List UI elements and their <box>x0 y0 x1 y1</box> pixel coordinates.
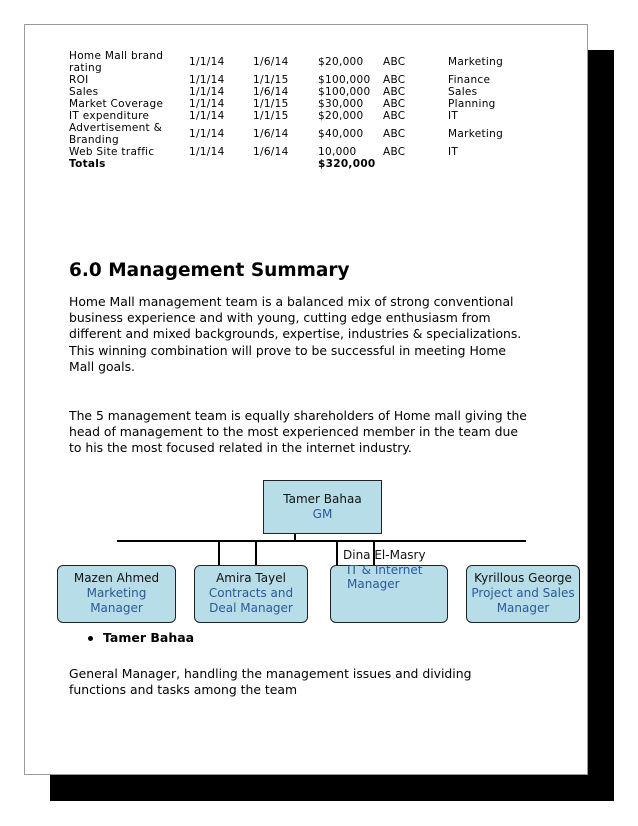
org-member-name: Dina El-Masry <box>343 548 426 562</box>
table-cell-start: 1/1/14 <box>189 128 225 140</box>
table-cell-start: 1/1/14 <box>189 98 225 110</box>
table-cell-item: Home Mall brand rating <box>69 50 164 74</box>
totals-label: Totals <box>69 158 106 170</box>
org-member-name: Amira Tayel <box>216 571 286 585</box>
table-row <box>69 146 539 158</box>
table-cell-end: 1/6/14 <box>253 56 289 68</box>
table-row <box>69 74 539 86</box>
org-member-role: Marketing Manager <box>86 586 147 615</box>
connector-horizontal <box>117 540 526 542</box>
table-cell-manager: ABC <box>383 110 406 122</box>
org-member-name: Kyrillous George <box>474 571 572 585</box>
org-box-member <box>194 565 308 623</box>
table-row <box>69 110 539 122</box>
table-cell-budget: $40,000 <box>318 128 364 140</box>
table-cell-start: 1/1/14 <box>189 56 225 68</box>
table-cell-manager: ABC <box>383 128 406 140</box>
bullet-item <box>88 630 194 645</box>
table-cell-item: Web Site traffic <box>69 146 155 158</box>
org-member-role: IT & Internet Manager <box>347 562 423 591</box>
table-cell-end: 1/6/14 <box>253 86 289 98</box>
table-row <box>69 98 539 110</box>
table-cell-manager: ABC <box>383 146 406 158</box>
org-member-dina-label <box>343 548 443 592</box>
table-cell-start: 1/1/14 <box>189 74 225 86</box>
table-cell-budget: $100,000 <box>318 74 371 86</box>
table-cell-department: Marketing <box>448 56 504 68</box>
table-cell-empty <box>253 158 318 170</box>
table-cell-empty <box>448 158 539 170</box>
table-cell-budget: $20,000 <box>318 56 364 68</box>
table-row <box>69 86 539 98</box>
table-cell-manager: ABC <box>383 56 406 68</box>
table-cell-end: 1/1/15 <box>253 98 289 110</box>
table-cell-empty <box>189 158 253 170</box>
org-box-member <box>57 565 176 623</box>
paragraph-team-overview: Home Mall management team is a balanced mix of strong conventional business experience and with young, cutting edge enthusiasm from different and mixed backgrounds, expertise, industries & specializations. This winning combination will prove to be successful in meeting Home Mall goals. <box>69 294 522 374</box>
table-cell-empty <box>383 158 448 170</box>
bullet-icon <box>88 636 93 641</box>
table-cell-end: 1/6/14 <box>253 128 289 140</box>
org-member-name: Mazen Ahmed <box>73 571 160 585</box>
table-cell-end: 1/1/15 <box>253 110 289 122</box>
table-cell-end: 1/6/14 <box>253 146 289 158</box>
table-cell-item: ROI <box>69 74 89 86</box>
totals-value: $320,000 <box>318 158 376 170</box>
table-totals-row <box>69 158 539 170</box>
connector-drop <box>255 540 257 566</box>
table-cell-manager: ABC <box>383 98 406 110</box>
table-cell-start: 1/1/14 <box>189 110 225 122</box>
paragraph-shareholders: The 5 management team is equally shareholders of Home mall giving the head of management to the most experienced member in the team due to his the most focused related in the internet industry. <box>69 408 527 456</box>
table-cell-start: 1/1/14 <box>189 146 225 158</box>
table-cell-budget: $30,000 <box>318 98 364 110</box>
table-cell-budget: $20,000 <box>318 110 364 122</box>
section-heading: 6.0 Management Summary <box>69 260 350 281</box>
table-cell-manager: ABC <box>383 74 406 86</box>
org-member-role: Project and Sales Manager <box>471 586 575 615</box>
table-cell-budget: $100,000 <box>318 86 371 98</box>
org-head-role: GM <box>312 507 333 521</box>
table-cell-department: IT <box>448 110 459 122</box>
table-cell-item: IT expenditure <box>69 110 150 122</box>
org-member-role: Contracts and Deal Manager <box>208 586 294 615</box>
table-cell-item: Sales <box>69 86 99 98</box>
budget-table <box>69 50 539 170</box>
table-cell-department: IT <box>448 146 459 158</box>
org-head-name: Tamer Bahaa <box>283 492 362 506</box>
org-box-member <box>466 565 580 623</box>
table-cell-end: 1/1/15 <box>253 74 289 86</box>
table-cell-item: Advertisement & Branding <box>69 122 163 146</box>
table-cell-start: 1/1/14 <box>189 86 225 98</box>
table-cell-item: Market Coverage <box>69 98 164 110</box>
bullet-heading: Tamer Bahaa <box>103 630 195 645</box>
org-box-head <box>263 480 382 534</box>
connector-drop <box>218 540 220 566</box>
table-row <box>69 50 539 74</box>
table-cell-department: Finance <box>448 74 491 86</box>
table-cell-department: Marketing <box>448 128 504 140</box>
connector-drop <box>336 540 338 566</box>
table-row <box>69 122 539 146</box>
table-cell-budget: 10,000 <box>318 146 357 158</box>
paragraph-gm-role: General Manager, handling the management issues and dividing functions and tasks among the team <box>69 666 472 698</box>
table-cell-department: Planning <box>448 98 496 110</box>
table-cell-manager: ABC <box>383 86 406 98</box>
table-cell-department: Sales <box>448 86 478 98</box>
